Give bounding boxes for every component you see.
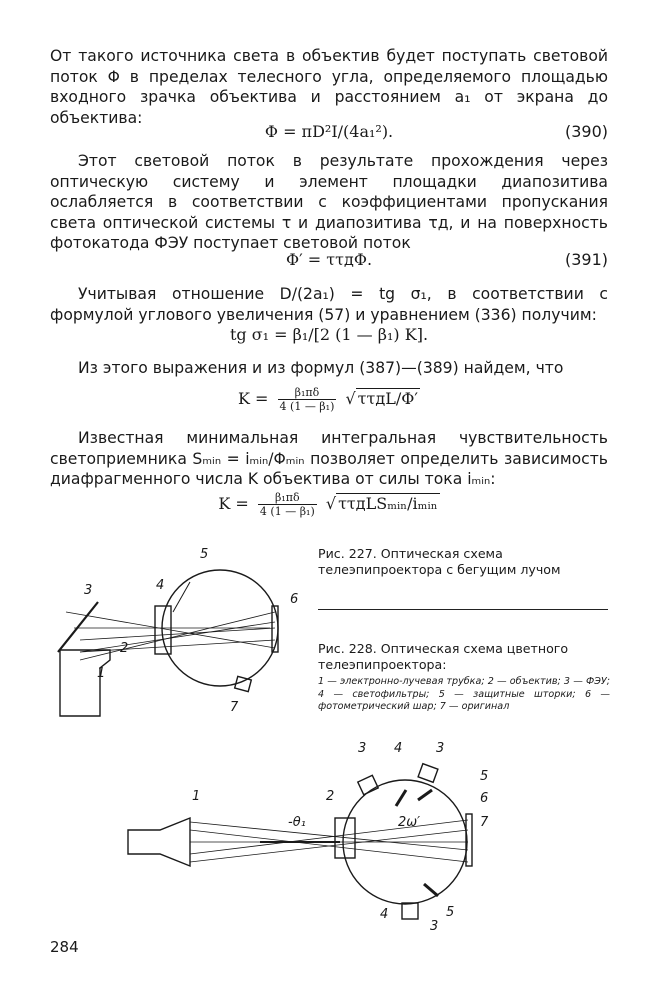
equation-k2-fraction [258,491,317,518]
fig227-label-3: 3 [84,583,93,598]
fig228-label-3a: 3 [358,741,367,756]
fig228-omega: 2ω′ [398,815,421,830]
fig228-label-4a: 4 [394,741,403,756]
paragraph-4: Из этого выражения и из формул (387)—(389) найдем, что [78,359,564,377]
lens-objective-228 [335,818,355,858]
paragraph-1: От такого источника света в объектив будет поступать световой поток Φ в пределах телесного угла, определяемого площадью входного зрачка объектива и расстоянием a₁ от экрана до объектива: [50,47,608,127]
equation-k1-lhs: K = [237,389,269,408]
equation-k1-radicand: ττдL/Φ′ [357,389,418,408]
original-228 [466,814,472,866]
pmt-box [235,676,252,691]
fig227-label-6: 6 [290,592,299,607]
equation-k2-radicand: ττдLSₘᵢₙ/iₘᵢₙ [338,494,438,513]
fig227-label-4: 4 [156,578,165,593]
fig227-label-5: 5 [200,547,209,562]
equation-k1-fraction [278,386,337,413]
equation-391-expr: Φ′ = ττдΦ. [285,250,373,269]
paragraph-2: Этот световой поток в результате прохождения через оптическую систему и элемент площадки диапозитива ослабляется в соответствии с коэффициентами пропускания света оптической системы τ и диапозитива τд, и на поверхность фотокатода ФЭУ поступает световой поток [50,152,608,252]
fig228-label-3b: 3 [436,741,445,756]
equation-390-expr: Φ = πD²I/(4a₁²). [264,122,394,141]
equation-390-number: (390) [564,122,608,141]
equation-k1-denominator: 4 (1 — β₁) [279,400,335,413]
curtain [173,582,190,612]
equation-k2-lhs: K = [218,494,249,513]
crt-tube [60,650,110,716]
fig228-label-5b: 5 [446,905,455,920]
equation-k1-sqrt: √ ττдL/Φ′ [345,389,418,408]
equation-k2-numerator: β₁πδ [258,491,317,505]
equation-tg [50,323,608,347]
equation-tg-expr: tg σ₁ = β₁/[2 (1 — β₁) K]. [229,325,429,344]
original-plate [272,606,278,652]
fig228-label-7: 7 [480,815,489,830]
equation-k2-expr [50,491,608,518]
fig228-theta: -θ₁ [288,815,306,830]
photometric-sphere-228 [343,780,467,904]
fig228-label-1: 1 [192,789,201,804]
equation-k1-numerator: β₁πδ [278,386,337,400]
lens-objective [155,606,171,654]
page-number: 284 [50,938,79,956]
fig227-label-2: 2 [120,641,129,656]
figure-228-caption: Рис. 228. Оптическая схема цветного телеэпипроектора: [318,641,569,672]
figure-227-caption: Рис. 227. Оптическая схема телеэпипроектора с бегущим лучом [318,546,561,577]
equation-k2-sqrt: √ ττдLSₘᵢₙ/iₘᵢₙ [325,494,438,513]
fig228-label-4b: 4 [380,907,389,922]
fig228-label-3c: 3 [430,919,439,934]
equation-k2-denominator: 4 (1 — β₁) [259,505,315,518]
paragraph-3: Учитывая отношение D/(2a₁) = tg σ₁, в соответствии с формулой углового увеличения (57) и уравнением (336) получим: [50,285,608,324]
equation-390 [50,120,608,144]
pmt-top-right [418,764,438,783]
pmt-mirror [58,602,98,652]
equation-391-number: (391) [564,250,608,269]
fig228-label-5a: 5 [480,769,489,784]
equation-k1-expr [50,386,608,413]
pmt-bottom [402,903,418,919]
fig228-label-6: 6 [480,791,489,806]
equation-k1 [50,386,608,420]
fig228-label-2: 2 [326,789,335,804]
pmt-top-left [358,775,378,794]
caption-divider [318,609,608,610]
equation-391 [50,248,608,272]
fig227-label-1: 1 [97,666,106,681]
crt-tube-228 [128,818,190,866]
photometric-sphere [162,570,278,686]
fig227-label-7: 7 [230,700,239,715]
paragraph-5: Известная минимальная интегральная чувствительность светоприемника Sₘᵢₙ = iₘᵢₙ/Φₘᵢₙ позволяет определить зависимость диафрагменного числа K объектива от силы тока iₘᵢₙ: [50,429,608,488]
equation-k2 [50,491,608,525]
figure-228-legend: 1 — электронно-лучевая трубка; 2 — объектив; 3 — ФЭУ; 4 — светофильтры; 5 — защитные шторки; 6 — фотометрический шар; 7 — оригинал [318,676,610,712]
